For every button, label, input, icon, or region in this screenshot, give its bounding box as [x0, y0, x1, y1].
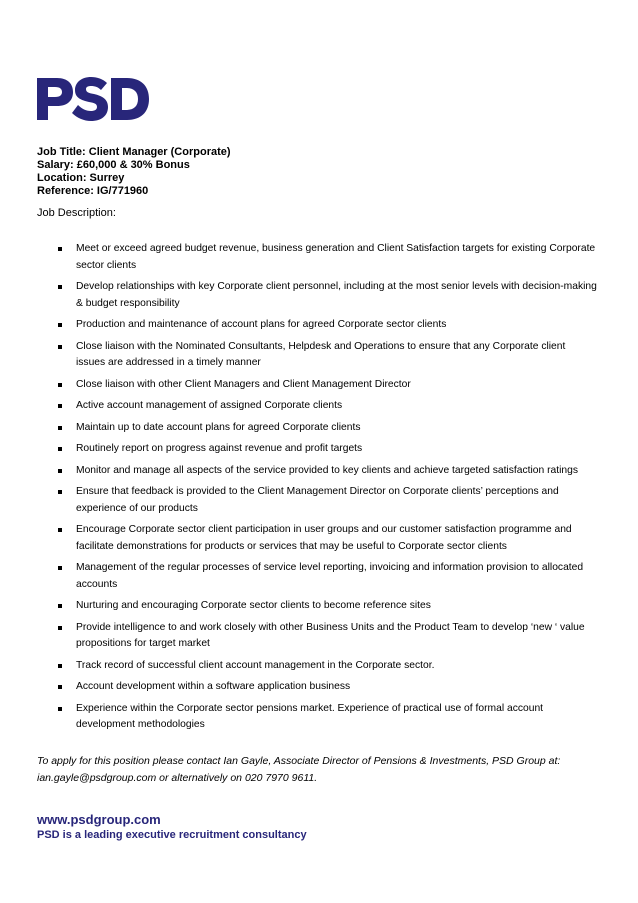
job-salary: Salary: £60,000 & 30% Bonus [37, 159, 190, 171]
list-item-text: Production and maintenance of account plans for agreed Corporate sector clients [76, 319, 447, 330]
list-item-text: Develop relationships with key Corporate client personnel, including at the most senior levels with decision-making & budget responsibility [76, 281, 597, 309]
list-item-text: Nurturing and encouraging Corporate sector clients to become reference sites [76, 600, 431, 611]
list-item [57, 701, 597, 734]
bullet-icon [58, 528, 62, 532]
list-item [57, 420, 597, 437]
list-item [57, 241, 597, 274]
list-item [57, 598, 597, 615]
list-item [57, 398, 597, 415]
bullet-icon [58, 426, 62, 430]
responsibilities-list [57, 241, 597, 739]
list-item [57, 620, 597, 653]
list-item-text: Close liaison with the Nominated Consultants, Helpdesk and Operations to ensure that any Corporate client issues are addressed in a timely manner [76, 340, 566, 368]
footer [37, 811, 307, 842]
list-item [57, 484, 597, 517]
list-item [57, 441, 597, 458]
bullet-icon [58, 626, 62, 630]
application-instructions: To apply for this position please contact Ian Gayle, Associate Director of Pensions & Investments, PSD Group at: ian.gayle@psdgroup.com or alternatively on 020 7970 9611. [37, 755, 561, 784]
list-item [57, 377, 597, 394]
list-item-text: Encourage Corporate sector client participation in user groups and our customer satisfaction programme and facilitate demonstrations for products or services that may be useful to Corporate sector clients [76, 524, 572, 552]
psd-logo [37, 77, 149, 121]
list-item [57, 317, 597, 334]
bullet-icon [58, 566, 62, 570]
bullet-icon [58, 345, 62, 349]
list-item-text: Close liaison with other Client Managers and Client Management Director [76, 378, 411, 390]
bullet-icon [58, 383, 62, 387]
list-item-text: Ensure that feedback is provided to the Client Management Director on Corporate clients’ perceptions and experience of our products [76, 486, 559, 514]
list-item-text: Management of the regular processes of service level reporting, invoicing and information provision to allocated accounts [76, 562, 584, 590]
list-item-text: Meet or exceed agreed budget revenue, business generation and Client Satisfaction targets for existing Corporate sector clients [76, 243, 596, 271]
company-tagline: PSD is a leading executive recruitment consultancy [37, 829, 307, 841]
job-reference: Reference: IG/771960 [37, 185, 149, 197]
bullet-icon [58, 447, 62, 451]
bullet-icon [58, 490, 62, 494]
bullet-icon [58, 323, 62, 327]
bullet-icon [58, 285, 62, 289]
list-item-text: Account development within a software application business [76, 681, 351, 692]
bullet-icon [58, 604, 62, 608]
job-header [37, 146, 231, 198]
job-title: Job Title: Client Manager (Corporate) [37, 146, 231, 158]
list-item [57, 658, 597, 675]
list-item-text: Monitor and manage all aspects of the service provided to key clients and achieve targeted satisfaction ratings [76, 464, 578, 476]
list-item [57, 679, 597, 696]
list-item-text: Active account management of assigned Corporate clients [76, 400, 343, 411]
bullet-icon [58, 707, 62, 711]
list-item-text: Experience within the Corporate sector pensions market. Experience of practical use of formal account development methodologies [76, 702, 544, 730]
list-item-text: Track record of successful client account management in the Corporate sector. [76, 659, 435, 671]
list-item [57, 463, 597, 480]
bullet-icon [58, 247, 62, 251]
bullet-icon [58, 664, 62, 668]
list-item [57, 279, 597, 312]
job-description-label: Job Description: [37, 207, 116, 219]
bullet-icon [58, 469, 62, 473]
bullet-icon [58, 685, 62, 689]
list-item [57, 560, 597, 593]
list-item-text: Maintain up to date account plans for agreed Corporate clients [76, 421, 361, 433]
list-item-text: Provide intelligence to and work closely with other Business Units and the Product Team to develop ‘new ‘ value propositions for target market [76, 621, 585, 649]
list-item [57, 522, 597, 555]
job-location: Location: Surrey [37, 172, 125, 184]
bullet-icon [58, 404, 62, 408]
list-item-text: Routinely report on progress against revenue and profit targets [76, 443, 363, 454]
website-link[interactable]: www.psdgroup.com [37, 812, 161, 827]
list-item [57, 339, 597, 372]
